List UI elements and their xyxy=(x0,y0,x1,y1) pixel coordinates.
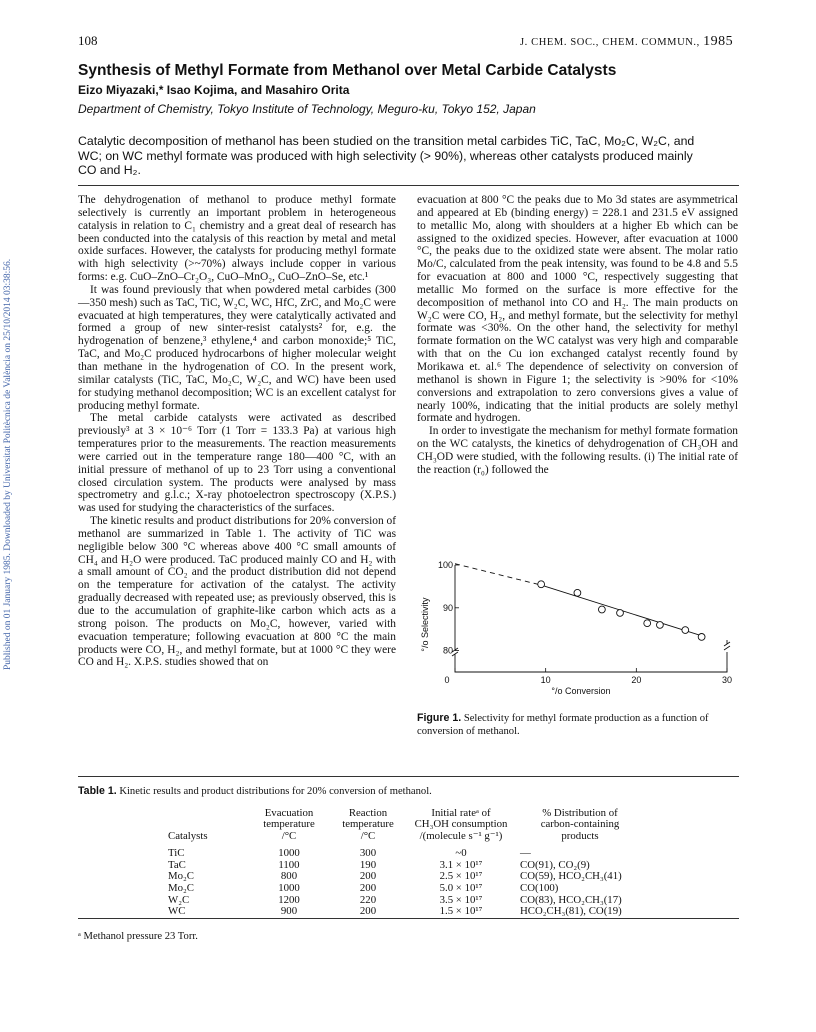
data-point xyxy=(682,627,689,634)
abstract-rule xyxy=(78,185,739,186)
paragraph: It was found previously that when powdered metal carbides (300—350 mesh) such as TaC, TiC, W₂C, WC, HfC, ZrC, and Mo₂C were evacuated at high temperatures, they were catalytically activated and formed a group of new sinter-resist catalysts² for, e.g. the hydrogenation of benzene,³ ethylene,⁴ and carbon monoxide;⁵ TiC, TaC, and Mo₂C produced hydrocarbons of higher molecular weight than methane in the hydrogenation of CO. In the present work, similar catalysts (TiC, TaC, Mo₂C, W₂C, and WC) have been used for studying methanol decomposition; WC is an excellent catalyst for producing methyl formate. xyxy=(78,283,396,412)
x-tick-label: 20 xyxy=(631,675,642,685)
table-row: W₂C 1200 220 3.5 × 10¹⁷ CO(83), HCO₂CH₃(17) xyxy=(168,893,622,906)
figure-1-chart xyxy=(415,555,745,695)
download-note: Published on 01 January 1985. Downloaded by Universitat Politècnica de València on 25/10/2014 03:38:56. xyxy=(3,258,13,670)
abstract-line: CO and H₂. xyxy=(78,163,141,177)
y-tick-label: 90 xyxy=(442,602,453,613)
table-header-row: Catalysts /°C /°C /(molecule s⁻¹ g⁻¹) products xyxy=(168,829,599,842)
data-point xyxy=(644,620,651,627)
affiliation: Department of Chemistry, Tokyo Institute of Technology, Meguro-ku, Tokyo 152, Japan xyxy=(78,102,536,116)
abstract-line: WC; on WC methyl formate was produced with high selectivity (> 90%), whereas other catalysts produced mainly xyxy=(78,148,693,163)
table-footnote: ᵃ Methanol pressure 23 Torr. xyxy=(78,931,198,942)
extrapolation-line xyxy=(455,564,541,585)
data-point xyxy=(657,622,664,629)
y-tick-label: 100 xyxy=(437,560,453,570)
abstract xyxy=(78,134,742,178)
x-tick-label: 10 xyxy=(540,675,551,685)
table-header-row: temperature temperature CH₃OH consumption carbon-containing xyxy=(263,818,620,831)
page-number: 108 xyxy=(78,33,98,48)
table-1 xyxy=(168,808,640,918)
paragraph: The metal carbide catalysts were activated as described previously³ at 3 × 10⁻⁶ Torr (1 Torr = 133.3 Pa) at various high temperatures prior to the measurements. The reaction measurements were carried out in the temperature range 180—400 °C, with an initial pressure of methanol of up to 23 Torr using a conventional closed circulation system. The products were analysed by mass spectrometry and g.l.c.; X-ray photoelectron spectroscopy (X.P.S.) was used for studying the characteristics of the surfaces. xyxy=(78,412,396,515)
left-column xyxy=(78,194,396,669)
paragraph: The kinetic results and product distributions for 20% conversion of methanol are summarized in Table 1. The activity of TiC was negligible below 300 °C whereas above 400 °C small amounts of CH₄ and H₂O were produced. TaC produced mainly CO and H₂ with a small amount of CO₂ and the product distribution did not depend on the temperature for activation of the catalyst. The activity gradually decreased with repeated use; as previously observed, this is due to the accumulation of graphite-like carbon which acts as a strong poison. The products on Mo₂C, however, varied with evacuation temperature; following evacuation at 800 °C the main products were CO, H₂, and methyl formate, but at 1000 °C they were CO and H₂. X.P.S. studies showed that on xyxy=(78,515,396,669)
x-axis-label: °/o Conversion xyxy=(551,686,611,695)
y-axis-label: °/o Selectivity xyxy=(420,597,430,652)
table-row: TiC 1000 300 ~0 — xyxy=(168,847,531,860)
right-column xyxy=(417,194,738,477)
table-rule-top xyxy=(78,776,739,777)
data-point xyxy=(574,589,581,596)
abstract-line: Catalytic decomposition of methanol has been studied on the transition metal carbides TiC, TaC, Mo₂C, W₂C, and xyxy=(78,134,695,148)
data-point xyxy=(617,610,624,617)
table-row: Mo₂C 800 200 2.5 × 10¹⁷ CO(59), HCO₂CH₃(41) xyxy=(168,870,622,883)
x-tick-label: 0 xyxy=(444,675,450,685)
table-rule-bottom xyxy=(78,918,739,919)
data-point xyxy=(598,606,605,613)
data-point xyxy=(538,581,545,588)
table-header-row: Evacuation Reaction Initial rateᵃ of % Distribution of xyxy=(264,807,618,819)
table-row: Mo₂C 1000 200 5.0 × 10¹⁷ CO(100) xyxy=(168,882,559,894)
table-row: WC 900 200 1.5 × 10¹⁷ HCO₂CH₃(81), CO(19) xyxy=(168,905,622,918)
paragraph: In order to investigate the mechanism for methyl formate formation on the WC catalysts, the kinetics of dehydrogenation of CH₃OH and CH₃OD were studied, with the following results. (i) The initial rate of the reaction (r₀) followed the xyxy=(417,425,738,476)
data-point xyxy=(698,634,705,641)
y-tick-label: 80 xyxy=(442,645,453,656)
table-row: TaC 1100 190 3.1 × 10¹⁷ CO(91), CO₂(9) xyxy=(168,858,590,871)
running-header: J. CHEM. SOC., CHEM. COMMUN., 1985 xyxy=(520,34,734,49)
article-title: Synthesis of Methyl Formate from Methanol over Metal Carbide Catalysts xyxy=(78,62,617,79)
paragraph: The dehydrogenation of methanol to produce methyl formate selectively is currently an important problem in heterogeneous catalysis in relation to C₁ chemistry and a great deal of research has been conducted into the catalysis of this reaction by metal and metal oxide surfaces. However, the catalysts for producing methyl formate with high selectivity (>~70%) always include copper in various forms: e.g. CuO–ZnO–Cr₂O₃, CuO–MnO₂, CuO–ZnO–Se, etc.¹ xyxy=(78,194,396,284)
chart-axes xyxy=(452,565,730,672)
authors: Eizo Miyazaki,* Isao Kojima, and Masahiro Orita xyxy=(78,83,350,97)
figure-caption: Figure 1. Selectivity for methyl formate production as a function of conversion of methanol. xyxy=(417,712,709,737)
table-caption: Table 1. Kinetic results and product distributions for 20% conversion of methanol. xyxy=(78,785,432,797)
x-tick-label: 30 xyxy=(721,675,733,685)
paragraph: evacuation at 800 °C the peaks due to Mo 3d states are asymmetrical and appeared at Eb (binding energy) = 228.1 and 231.5 eV assigned to metallic Mo, along with shoulders at a higher Eb which can be assigned to the oxidized species. However, after evacuation at 1000 °C, the peaks due to the oxidized state were absent. The molar ratio Mo/C, calculated from the peak intensity, was found to be 4.8 and 5.5 for evacuation at 800 and 1000 °C, respectively suggesting that metallic Mo formed on the surface is more effective for the decomposition of methanol into CO and H₂. The main products on W₂C were CO, H₂, and methyl formate, but the selectivity for methyl formate was <30%. On the other hand, the selectivity for methyl formate formation on the WC catalyst was very high and comparable with that on the Cu ion exchanged catalyst recently found by Morikawa et. al.⁶ The dependence of selectivity on conversion of methanol is shown in Figure 1; the selectivity is >90% for <10% conversions and extrapolation to zero conversions gives a value of nearly 100%, indicating that the initial products are solely methyl formate and hydrogen. xyxy=(417,194,738,425)
